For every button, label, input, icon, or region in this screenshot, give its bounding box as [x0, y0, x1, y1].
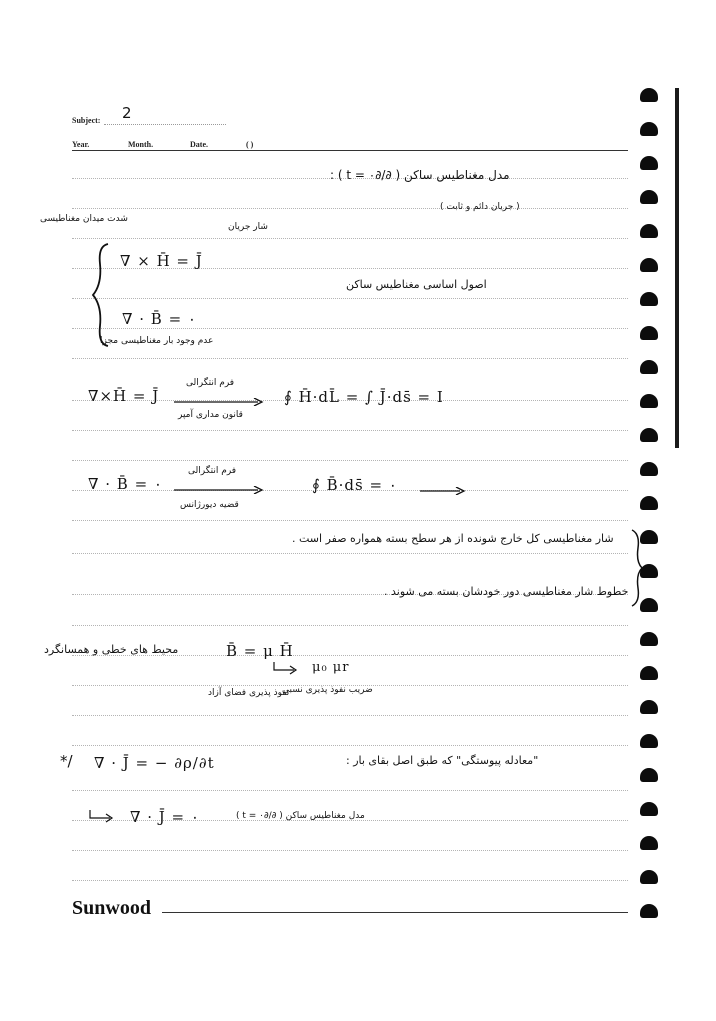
ruled-line — [72, 625, 628, 626]
hook-arrow-icon — [88, 810, 116, 824]
equation-ampere-diff: ∇×H̄ = J̄ — [88, 387, 160, 405]
ruled-line — [72, 520, 628, 521]
arrow-right-icon — [420, 487, 466, 495]
binding-hole — [640, 700, 658, 714]
binding-hole — [640, 122, 658, 136]
ruled-line — [72, 460, 628, 461]
binding-hole — [640, 632, 658, 646]
ruled-line — [72, 358, 628, 359]
binding-hole — [640, 530, 658, 544]
ruled-line — [72, 208, 628, 209]
ruled-line — [72, 850, 628, 851]
ruled-line — [72, 238, 628, 239]
equation-continuity: ∇ · J̄ = − ∂ρ/∂t — [94, 754, 215, 772]
binding-hole — [640, 224, 658, 238]
equation-gauss-diff: ∇ · B̄ = ۰ — [88, 475, 162, 493]
heading-sub: ( جریان دائم و ثابت ) — [440, 202, 520, 212]
binding-hole — [640, 598, 658, 612]
no-monopole-label: عدم وجود بار مغناطیسی مجزا — [100, 336, 214, 346]
continuity-label: "معادله پیوستگی" که طبق اصل بقای بار : — [346, 754, 539, 767]
ruled-line — [72, 430, 628, 431]
free-space-permeability-label: نفوذ پذیری فضای آزاد — [208, 688, 290, 698]
integral-form-label: فرم انتگرالی — [186, 378, 235, 388]
equation-curl-h: ∇ × H̄ = J̄ — [120, 252, 203, 270]
equation-gauss-integral: ∮ B̄·ds̄ = ۰ — [312, 476, 397, 494]
binding-hole — [640, 564, 658, 578]
binding-hole — [640, 904, 658, 918]
subject-line — [104, 124, 226, 125]
subject-value: 2 — [122, 104, 132, 122]
mu-product: μ₀ μr — [312, 660, 350, 675]
principles-label: اصول اساسی مغناطیس ساکن — [346, 278, 487, 291]
ruled-line — [72, 328, 628, 329]
equation-ampere-integral: ∮ H̄·dL̄ = ∫ J̄·ds̄ = I — [284, 388, 444, 406]
closed-lines-note: خطوط شار مغناطیسی دور خودشان بسته می شوند . — [384, 585, 629, 598]
heading: مدل مغناطیس ساکن ( ∂/∂t = ۰ ) : — [330, 168, 510, 182]
arrow-right-icon — [174, 486, 264, 494]
binding-hole — [640, 870, 658, 884]
binding-hole — [640, 190, 658, 204]
equation-b-mu-h: B̄ = μ H̄ — [226, 642, 294, 660]
binding-hole — [640, 802, 658, 816]
static-model-label: مدل مغناطیس ساکن ( ∂/∂t = ۰ ) — [236, 811, 365, 821]
divergence-theorem-label: قضیه دیورژانس — [180, 500, 239, 510]
binding-hole — [640, 292, 658, 306]
binding-hole — [640, 156, 658, 170]
binding-hole — [640, 734, 658, 748]
month-label: Month. — [128, 140, 154, 149]
curly-brace — [90, 240, 112, 350]
spiral-holes — [640, 80, 670, 940]
subject-label: Subject: — [72, 116, 101, 125]
ruled-line — [72, 880, 628, 881]
ruled-line — [72, 553, 628, 554]
year-label: Year. — [72, 140, 90, 149]
binding-hole — [640, 394, 658, 408]
binding-hole — [640, 462, 658, 476]
integral-form-label-2: فرم انتگرالی — [188, 466, 237, 476]
curl-label: شدت میدان مغناطیسی — [40, 214, 128, 224]
linear-media-label: محیط های خطی و همسانگرد — [44, 643, 179, 656]
binding-spine — [675, 88, 679, 448]
arrow-right-icon — [174, 398, 264, 406]
hook-arrow-icon — [272, 662, 300, 676]
ruled-line — [72, 790, 628, 791]
footer-rule — [162, 912, 628, 913]
header-rule — [72, 150, 628, 151]
brand-logo: Sunwood — [72, 897, 151, 919]
flux-note: شار مغناطیسی کل خارج شونده از هر سطح بسته همواره صفر است . — [292, 532, 614, 545]
date-parens: ( ) — [246, 140, 254, 149]
binding-hole — [640, 496, 658, 510]
equation-div-b: ∇ · B̄ = ۰ — [122, 310, 196, 328]
ruled-line — [72, 298, 628, 299]
binding-hole — [640, 768, 658, 782]
binding-hole — [640, 360, 658, 374]
relative-permeability-label: ضریب نفوذ پذیری نسبی — [282, 685, 373, 695]
binding-hole — [640, 666, 658, 680]
binding-hole — [640, 258, 658, 272]
binding-hole — [640, 88, 658, 102]
ampere-law-label: قانون مداری آمپر — [178, 410, 243, 420]
date-label: Date. — [190, 140, 208, 149]
ruled-line — [72, 745, 628, 746]
binding-hole — [640, 428, 658, 442]
current-label: شار جریان — [228, 222, 268, 232]
star-mark-icon: */ — [60, 752, 73, 770]
binding-hole — [640, 326, 658, 340]
binding-hole — [640, 836, 658, 850]
ruled-line — [72, 715, 628, 716]
equation-div-j-zero: ∇ · J̄ = ۰ — [130, 808, 199, 826]
